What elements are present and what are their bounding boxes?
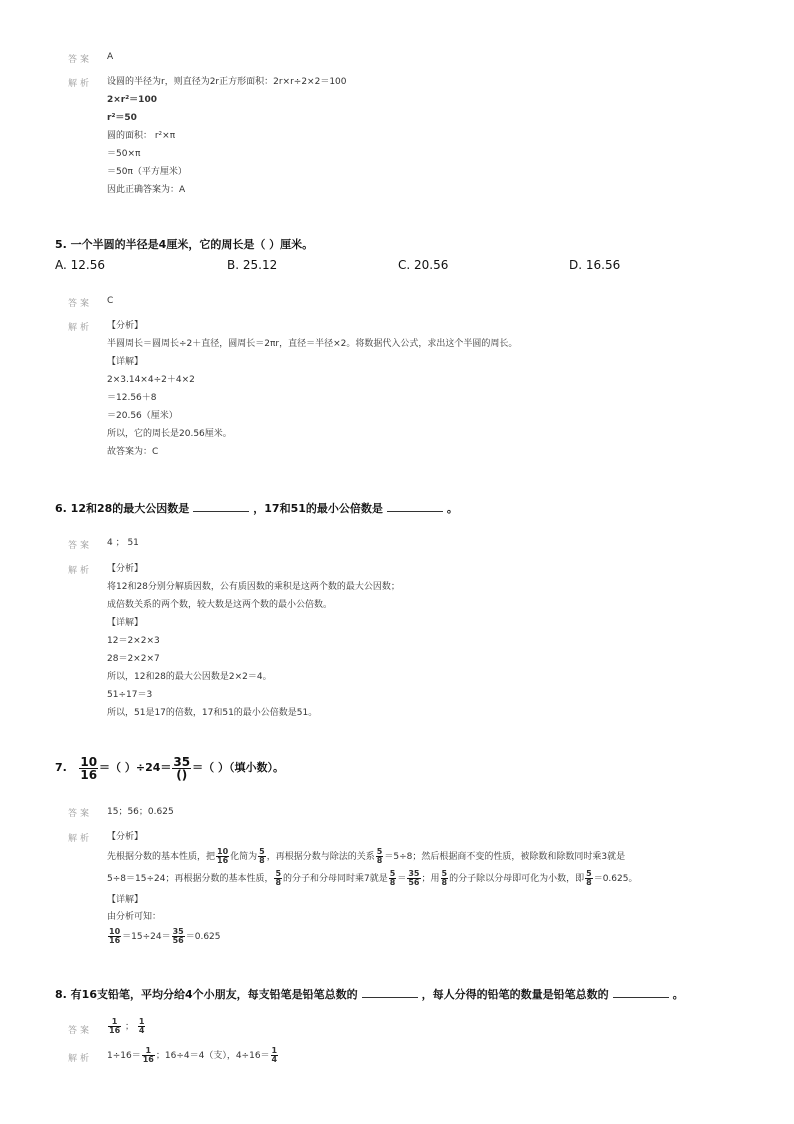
numerator: 5 — [376, 847, 383, 856]
q6-line-9: 所以，51是17的倍数，17和51的最小公倍数是51。 — [107, 708, 318, 718]
q8-stem — [55, 986, 684, 1002]
q6-line-3: 成倍数关系的两个数，较大数是这两个数的最小公倍数。 — [107, 600, 333, 610]
text: 的分子和分母同时乘7就是 — [283, 874, 388, 884]
numerator: 5 — [441, 869, 448, 878]
denominator: 16 — [109, 936, 121, 945]
fraction — [271, 1047, 279, 1064]
q7-stem-mid: ＝（ ）÷24＝ — [99, 761, 172, 774]
text: ，再根据分数与除法的关系 — [266, 852, 375, 862]
q6-stem-part-1: 6. 12和28的最大公因数是 — [55, 502, 190, 515]
fraction — [138, 1018, 146, 1035]
q5-line-5: ＝12.56＋8 — [107, 393, 157, 403]
denominator: 8 — [389, 878, 396, 887]
denominator: 8 — [259, 856, 265, 865]
fraction — [441, 870, 449, 887]
q7-line-1: 【分析】 — [107, 832, 144, 842]
denominator: 8 — [376, 856, 383, 865]
numerator: 1 — [108, 1018, 121, 1027]
numerator: 10 — [80, 754, 98, 769]
q5-option-d: D. 16.56 — [569, 258, 621, 272]
q6-line-4: 【详解】 — [107, 618, 144, 628]
q6-line-7: 所以，12和28的最大公因数是2×2＝4。 — [107, 672, 272, 682]
denominator: 16 — [142, 1055, 154, 1064]
q4-line-4: 圆的面积： r²×π — [107, 131, 176, 141]
q5-line-1: 【分析】 — [107, 321, 144, 331]
q7-number: 7. — [55, 761, 67, 774]
numerator: 10 — [217, 847, 229, 856]
q7-line-5: 由分析可知： — [107, 912, 162, 922]
numerator: 5 — [259, 847, 265, 856]
text: ；用 — [421, 874, 440, 884]
q5-line-7: 所以，它的周长是20.56厘米。 — [107, 429, 232, 439]
numerator: 5 — [586, 869, 592, 878]
q5-line-4: 2×3.14×4÷2＋4×2 — [107, 375, 195, 385]
denominator: 16 — [217, 856, 229, 865]
q4-line-1: 设圆的半径为r，则直径为2r正方形面积：2r×r÷2×2＝100 — [107, 77, 347, 87]
answer-blank[interactable] — [613, 987, 669, 998]
numerator: 35 — [172, 927, 184, 936]
fraction — [108, 1018, 121, 1035]
q5-option-a: A. 12.56 — [55, 258, 105, 272]
numerator: 1 — [142, 1047, 155, 1056]
answer-blank[interactable] — [362, 987, 418, 998]
denominator: () — [176, 767, 188, 782]
text: 5÷8＝15÷24；再根据分数的基本性质， — [107, 874, 274, 884]
text: ＝5÷8；然后根据商不变的性质，被除数和除数同时乘3就是 — [384, 852, 626, 862]
q6-answer: 4 ； 51 — [107, 538, 139, 548]
q4-line-3: r²＝50 — [107, 113, 137, 123]
answer-label: 答案 — [68, 299, 93, 309]
q5-option-b: B. 25.12 — [227, 258, 278, 272]
separator: ； — [125, 1022, 135, 1032]
q5-line-8: 故答案为：C — [107, 447, 159, 457]
q7-answer: 15；56；0.625 — [107, 807, 174, 817]
text: ＝ — [397, 874, 407, 884]
q8-stem-part-2: ，每人分得的铅笔的数量是铅笔总数的 — [421, 988, 609, 1001]
text: ＝0.625。 — [593, 874, 638, 884]
answer-label: 答案 — [68, 1026, 93, 1036]
q6-stem-part-3: 。 — [446, 502, 458, 515]
denominator: 56 — [408, 878, 420, 887]
q6-line-2: 将12和28分别分解质因数，公有质因数的乘积是这两个数的最大公因数； — [107, 582, 400, 592]
q6-line-1: 【分析】 — [107, 564, 144, 574]
q5-option-c: C. 20.56 — [398, 258, 449, 272]
q7-line-3 — [107, 870, 637, 888]
fraction — [274, 870, 282, 887]
analysis-label: 解析 — [68, 1054, 93, 1064]
analysis-label: 解析 — [68, 834, 93, 844]
q4-line-5: ＝50×π — [107, 149, 141, 159]
q7-line-4: 【详解】 — [107, 895, 144, 905]
text: 先根据分数的基本性质，把 — [107, 852, 216, 862]
fraction — [142, 1047, 155, 1064]
q4-answer: A — [107, 52, 114, 62]
text: ＝0.625 — [185, 932, 221, 942]
text: 1÷16＝ — [107, 1051, 141, 1061]
denominator: 8 — [586, 878, 592, 887]
numerator: 1 — [138, 1017, 145, 1026]
fraction — [389, 870, 397, 887]
q7-stem — [55, 752, 284, 784]
denominator: 8 — [441, 878, 448, 887]
q8-line-1 — [107, 1045, 279, 1067]
fraction — [172, 928, 185, 945]
fraction — [258, 848, 266, 865]
fraction — [108, 928, 121, 945]
fraction — [585, 870, 593, 887]
answer-label: 答案 — [68, 55, 93, 65]
denominator: 16 — [109, 1026, 121, 1035]
text: ＝15÷24＝ — [122, 932, 171, 942]
q5-answer: C — [107, 296, 114, 306]
numerator: 5 — [275, 869, 282, 878]
numerator: 35 — [408, 869, 420, 878]
q6-line-8: 51÷17＝3 — [107, 690, 153, 700]
q5-line-3: 【详解】 — [107, 357, 144, 367]
denominator: 4 — [271, 1055, 278, 1064]
q4-line-7: 因此正确答案为：A — [107, 185, 186, 195]
answer-label: 答案 — [68, 809, 93, 819]
denominator: 56 — [172, 936, 184, 945]
numerator: 35 — [173, 754, 191, 769]
text: 化简为 — [230, 852, 258, 862]
q6-stem-part-2: ，17和51的最小公倍数是 — [253, 502, 383, 515]
fraction — [216, 848, 229, 865]
numerator: 10 — [109, 927, 121, 936]
q7-fraction-35 — [172, 756, 191, 781]
q6-stem — [55, 500, 458, 516]
q8-answer — [107, 1016, 146, 1038]
q7-fraction-10-16 — [79, 756, 98, 781]
answer-label: 答案 — [68, 541, 93, 551]
q8-stem-part-3: 。 — [672, 988, 684, 1001]
numerator: 5 — [389, 869, 396, 878]
q5-stem: 5. 一个半圆的半径是4厘米，它的周长是（ ）厘米。 — [55, 238, 314, 251]
q8-stem-part-1: 8. 有16支铅笔，平均分给4个小朋友，每支铅笔是铅笔总数的 — [55, 988, 358, 1001]
q5-line-2: 半圆周长＝圆周长÷2＋直径，圆周长＝2πr，直径＝半径×2。将数据代入公式，求出这个半圆的周长。 — [107, 339, 518, 349]
denominator: 4 — [138, 1026, 145, 1035]
q7-line-6 — [107, 926, 221, 948]
text: 的分子除以分母即可化为小数，即 — [449, 874, 585, 884]
text: ；16÷4＝4（支），4÷16＝ — [155, 1051, 270, 1061]
answer-blank[interactable] — [193, 501, 249, 512]
q6-line-5: 12＝2×2×3 — [107, 636, 160, 646]
q7-line-2 — [107, 848, 625, 866]
q6-line-6: 28＝2×2×7 — [107, 654, 160, 664]
q4-line-6: ＝50π（平方厘米） — [107, 167, 187, 177]
analysis-label: 解析 — [68, 323, 93, 333]
q7-stem-tail: ＝（ ）（填小数）。 — [192, 761, 284, 774]
q4-line-2: 2×r²＝100 — [107, 95, 157, 105]
analysis-label: 解析 — [68, 79, 93, 89]
fraction — [376, 848, 384, 865]
q5-line-6: ＝20.56（厘米） — [107, 411, 178, 421]
denominator: 8 — [275, 878, 282, 887]
fraction — [407, 870, 420, 887]
denominator: 16 — [80, 767, 98, 782]
numerator: 1 — [271, 1046, 278, 1055]
answer-blank[interactable] — [387, 501, 443, 512]
analysis-label: 解析 — [68, 566, 93, 576]
